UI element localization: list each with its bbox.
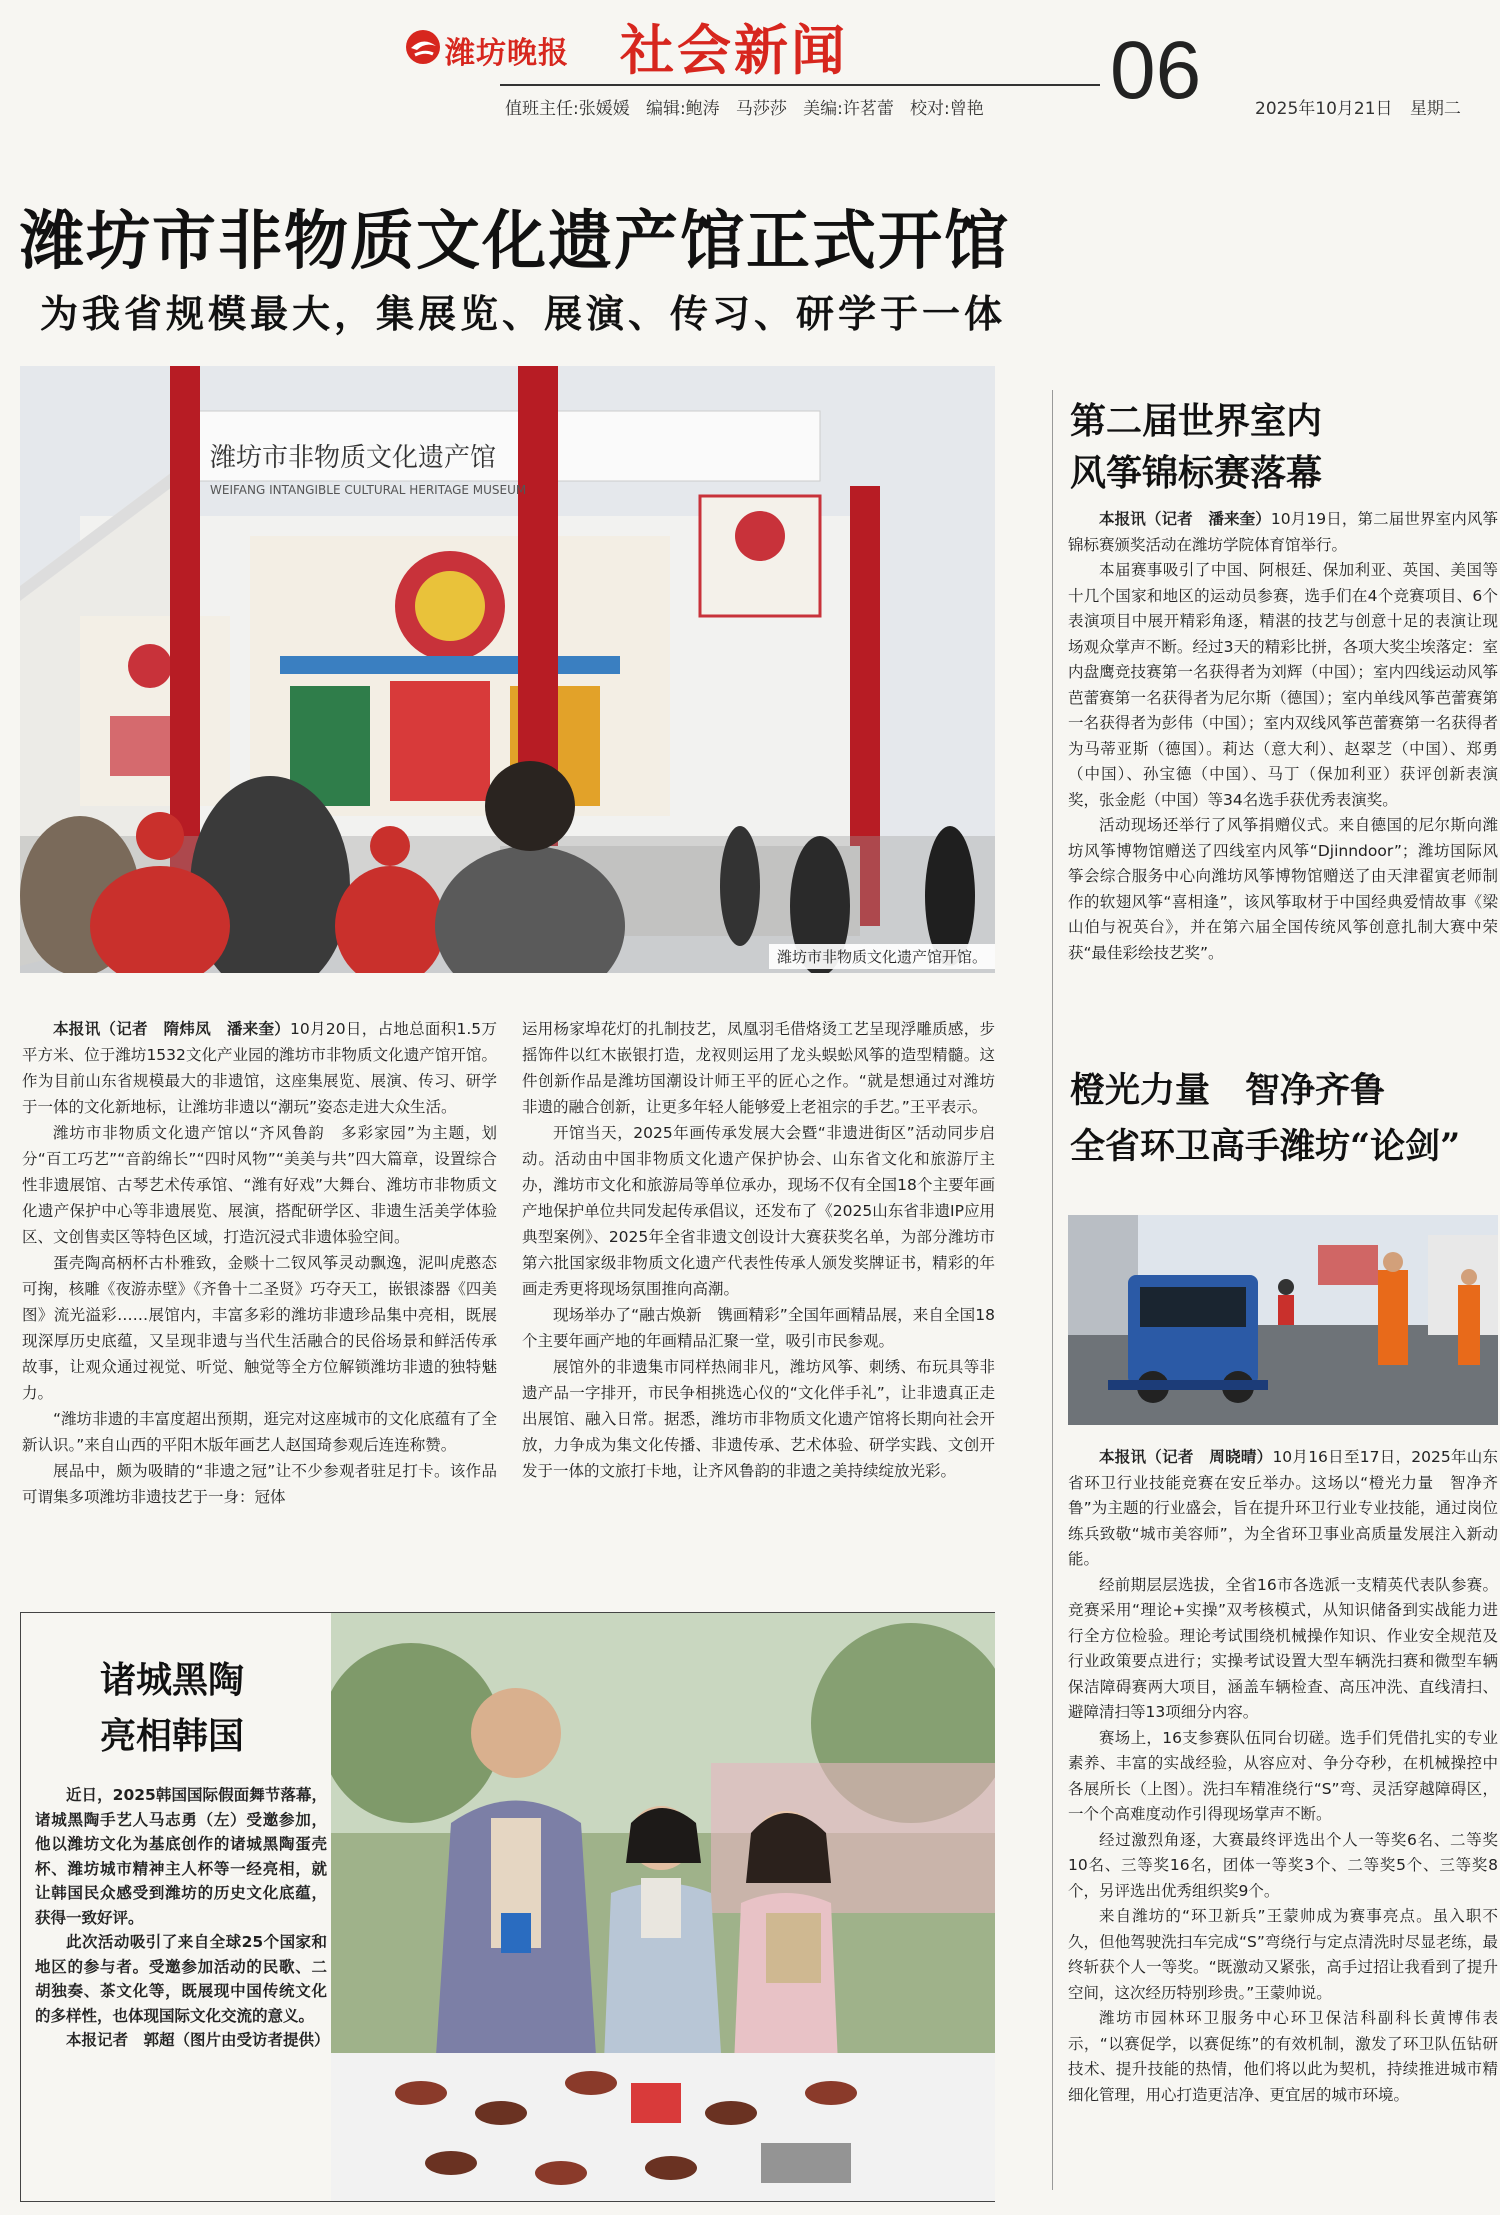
main-article-para-9: 展馆外的非遗集市同样热闹非凡，潍坊风筝、刺绣、布玩具等非遗产品一字排开，市民争相挑选心仪的“文化伴手礼”，让非遗真正走出展馆、融入日常。据悉，潍坊市非物质文化遗产馆将长期向社会开放，力争成为集文化传播、非遗传承、艺术体验、研学实践、文创开发于一体的文旅打卡地，让齐风鲁韵的非遗之美持续绽放光彩。 xyxy=(522,1358,995,1480)
main-article-col2 xyxy=(522,1016,995,1484)
main-article-para-2: 潍坊市非物质文化遗产馆以“齐风鲁韵 多彩家园”为主题，划分“百工巧艺”“音韵绵长”“四时风物”“美美与共”四大篇章，设置综合性非遗展馆、古琴艺术传承馆、“潍有好戏”大舞台、潍坊市非物质文化遗产保护中心等非遗展览、展演，搭配研学区、非遗生活美学体验区、文创售卖区等特色区域，打造沉浸式非遗体验空间。 xyxy=(22,1124,497,1246)
section-name: 社会新闻 xyxy=(620,18,848,82)
paper-logo xyxy=(403,26,603,71)
kite-headline-line2: 风筝锦标赛落幕 xyxy=(1070,452,1323,494)
sanitation-article-body xyxy=(1068,1445,1498,2108)
sanitation-headline-line1: 橙光力量 智净齐鲁 xyxy=(1070,1070,1386,1111)
main-subheadline: 为我省规模最大，集展览、展演、传习、研学于一体 xyxy=(40,291,1007,336)
kite-article-para-3: 活动现场还举行了风筝捐赠仪式。来自德国的尼尔斯向潍坊风筝博物馆赠送了四线室内风筝“Djinndoor”；潍坊国际风筝会综合服务中心向潍坊风筝博物馆赠送了由天津翟寅老师制作的软翅风筝“喜相逢”，该风筝取材于中国经典爱情故事《梁山伯与祝英台》，并在第六届全国传统风筝创意扎制大赛中荣获“最佳彩绘技艺奖”。 xyxy=(1068,816,1498,962)
sanitation-article-para-1 xyxy=(1068,1445,1498,1573)
sanitation-article-para-3: 赛场上，16支参赛队伍同台切磋。选手们凭借扎实的专业素养、丰富的实战经验，从容应对、争分夺秒，在机械操控中各展所长（上图）。洗扫车精准绕行“S”弯、灵活穿越障碍区，一个个高难度动作引得现场掌声不断。 xyxy=(1068,1728,1498,1823)
sanitation-headline-line2: 全省环卫高手潍坊“论剑” xyxy=(1070,1126,1461,1167)
sanitation-photo xyxy=(1068,1215,1498,1425)
main-article-col1 xyxy=(22,1016,497,1510)
museum-sign-en: WEIFANG INTANGIBLE CULTURAL HERITAGE MUSEUM xyxy=(210,483,527,497)
sanitation-article-byline: 本报讯（记者 周晓晴） xyxy=(1099,1448,1273,1466)
sanitation-article-para-5: 来自潍坊的“环卫新兵”王蒙帅成为赛事亮点。虽入职不久，但他驾驶洗扫车完成“S”弯绕行与定点清洗时尽显老练，最终斩获个人一等奖。“既激动又紧张，高手过招让我看到了提升空间，这次经历特别珍贵。”王蒙帅说。 xyxy=(1068,1907,1498,2002)
main-headline: 潍坊市非物质文化遗产馆正式开馆 xyxy=(20,205,1010,279)
kite-headline-line1: 第二届世界室内 xyxy=(1070,400,1323,442)
main-article-para-4: “潍坊非遗的丰富度超出预期，逛完对这座城市的文化底蕴有了全新认识。”来自山西的平阳木版年画艺人赵国琦参观后连连称赞。 xyxy=(22,1410,497,1454)
sanitation-article-para-2: 经前期层层选拔，全省16市各选派一支精英代表队参赛。竞赛采用“理论+实操”双考核模式，从知识储备到实战能力进行全方位检验。理论考试围绕机械操作知识、作业安全规范及行业政策要点进行；实操考试设置大型车辆洗扫赛和微型车辆保洁障碍赛两大项目，涵盖车辆检查、高压冲洗、直线清扫、避障清扫等13项细分内容。 xyxy=(1068,1575,1498,1721)
street-sweeper-illustration xyxy=(1068,1215,1498,1425)
main-article-para-5: 展品中，颇为吸睛的“非遗之冠”让不少参观者驻足打卡。该作品可谓集多项潍坊非遗技艺于一身：冠体 xyxy=(22,1462,497,1506)
masthead xyxy=(0,0,1500,125)
kite-headline xyxy=(1070,395,1322,499)
museum-sign-text: 潍坊市非物质文化遗产馆 xyxy=(210,443,497,473)
sanitation-article-para-4: 经过激烈角逐，大赛最终评选出个人一等奖6名、二等奖10名、三等奖16名，团体一等奖3个、二等奖5个、三等奖8个，另评选出优秀组织奖9个。 xyxy=(1068,1830,1498,1900)
pottery-headline-line2: 亮相韩国 xyxy=(99,1716,244,1757)
staff-line: 值班主任:张媛媛 编辑:鲍涛 马莎莎 美编:许茗蕾 校对:曾艳 xyxy=(505,99,984,119)
paper-name: 潍坊晚报 xyxy=(445,36,569,71)
main-article-para-1 xyxy=(22,1016,497,1120)
page-number: 06 xyxy=(1110,25,1202,116)
kite-article-byline: 本报讯（记者 潘来奎） xyxy=(1099,510,1271,528)
column-divider xyxy=(1052,390,1053,2190)
pottery-article-para-1: 近日，2025韩国国际假面舞节落幕，诸城黑陶手艺人马志勇（左）受邀参加，他以潍坊文化为基底创作的诸城黑陶蛋壳杯、潍坊城市精神主人杯等一经亮相，就让韩国民众感受到潍坊的历史文化底蕴，获得一致好评。 xyxy=(35,1786,327,1927)
date-text: 2025年10月21日 xyxy=(1255,99,1393,119)
main-article-byline: 本报讯（记者 隋炜凤 潘来奎） xyxy=(53,1020,291,1038)
main-article-text: 10月20日，占地总面积1.5万平方米、位于潍坊1532文化产业园的潍坊市非物质文化遗产馆开馆。作为目前山东省规模最大的非遗馆，这座集展览、展演、传习、研学于一体的文化新地标，让潍坊非遗以“潮玩”姿态走进大众生活。 xyxy=(22,1020,497,1116)
pottery-exhibit-illustration xyxy=(331,1613,995,2201)
pottery-photo xyxy=(331,1613,995,2201)
pottery-headline-line1: 诸城黑陶 xyxy=(99,1660,244,1701)
masthead-rule xyxy=(500,84,1100,86)
weekday-text: 星期二 xyxy=(1409,99,1461,119)
pottery-article-para-2: 此次活动吸引了来自全球25个国家和地区的参与者。受邀参加活动的民歌、二胡独奏、茶文化等，既展现中国传统文化的多样性，也体现国际文化交流的意义。 xyxy=(35,1933,327,2025)
logo-swirl-icon xyxy=(403,28,443,66)
pottery-headline xyxy=(57,1653,287,1765)
pottery-box xyxy=(20,1612,995,2202)
main-article-para-7: 开馆当天，2025年画传承发展大会暨“非遗进街区”活动同步启动。活动由中国非物质文化遗产保护协会、山东省文化和旅游厅主办，潍坊市文化和旅游局等单位承办，现场不仅有全国18个主要年画产地保护单位共同发起传承倡议，还发布了《2025山东省非遗IP应用典型案例》、2025年全省非遗文创设计大赛获奖名单，为部分潍坊市第六批国家级非物质文化遗产代表性传承人颁发奖牌证书，精彩的年画走秀更将现场氛围推向高潮。 xyxy=(522,1124,995,1298)
museum-scene-illustration xyxy=(20,366,995,973)
kite-article-text: 10月19日，第二届世界室内风筝锦标赛颁奖活动在潍坊学院体育馆举行。 xyxy=(1068,510,1498,554)
sanitation-article-para-6: 潍坊市园林环卫服务中心环卫保洁科副科长黄博伟表示，“以赛促学，以赛促练”的有效机制，激发了环卫队伍钻研技术、提升技能的热情，他们将以此为契机，持续推进城市精细化管理，用心打造更洁净、更宜居的城市环境。 xyxy=(1068,2009,1498,2104)
kite-article-para-1 xyxy=(1068,507,1498,558)
issue-date xyxy=(1255,94,1461,119)
main-article-para-6: 运用杨家埠花灯的扎制技艺，凤凰羽毛借烙烫工艺呈现浮雕质感，步摇饰件以红木嵌银打造，龙衩则运用了龙头蜈蚣风筝的造型精髓。这件创新作品是潍坊国潮设计师王平的匠心之作。“就是想通过对潍坊非遗的融合创新，让更多年轻人能够爱上老祖宗的手艺。”王平表示。 xyxy=(522,1020,995,1116)
photo-caption: 潍坊市非物质文化遗产馆开馆。 xyxy=(769,944,995,969)
kite-article-para-2: 本届赛事吸引了中国、阿根廷、保加利亚、英国、美国等十几个国家和地区的运动员参赛，选手们在4个竞赛项目、6个表演项目中展开精彩角逐，精湛的技艺与创意十足的表演让现场观众掌声不断。经过3天的精彩比拼，各项大奖尘埃落定：室内盘鹰竞技赛第一名获得者为刘辉（中国）；室内四线运动风筝芭蕾赛第一名获得者为尼尔斯（德国）；室内单线风筝芭蕾赛第一名获得者为彭伟（中国）；室内双线风筝芭蕾赛第一名获得者为马蒂亚斯（德国）。莉达（意大利）、赵翠芝（中国）、郑勇（中国）、孙宝德（中国）、马丁（保加利亚）获评创新表演奖，张金彪（中国）等34名选手获优秀表演奖。 xyxy=(1068,561,1498,809)
museum-photo xyxy=(20,366,995,973)
pottery-article-byline: 本报记者 郭超（图片由受访者提供） xyxy=(66,2031,330,2049)
main-article-para-8: 现场举办了“融古焕新 镌画精彩”全国年画精品展，来自全国18个主要年画产地的年画精品汇聚一堂，吸引市民参观。 xyxy=(522,1306,995,1350)
sanitation-article-text: 10月16日至17日，2025年山东省环卫行业技能竞赛在安丘举办。这场以“橙光力量 智净齐鲁”为主题的行业盛会，旨在提升环卫行业专业技能，通过岗位练兵致敬“城市美容师”，为全省环卫事业高质量发展注入新动能。 xyxy=(1068,1448,1498,1568)
pottery-article-body xyxy=(35,1783,330,2053)
sanitation-headline xyxy=(1070,1063,1460,1175)
main-article-para-3: 蛋壳陶高柄杯古朴雅致，金赕十二钗风筝灵动飘逸，泥叫虎憨态可掬，核雕《夜游赤壁》《齐鲁十二圣贤》巧夺天工，嵌银漆器《四美图》流光溢彩……展馆内，丰富多彩的潍坊非遗珍品集中亮相，既展现深厚历史底蕴，又呈现非遗与当代生活融合的民俗场景和鲜活传承故事，让观众通过视觉、听觉、触觉等全方位解锁潍坊非遗的独特魅力。 xyxy=(22,1254,497,1402)
kite-article-body xyxy=(1068,507,1498,966)
